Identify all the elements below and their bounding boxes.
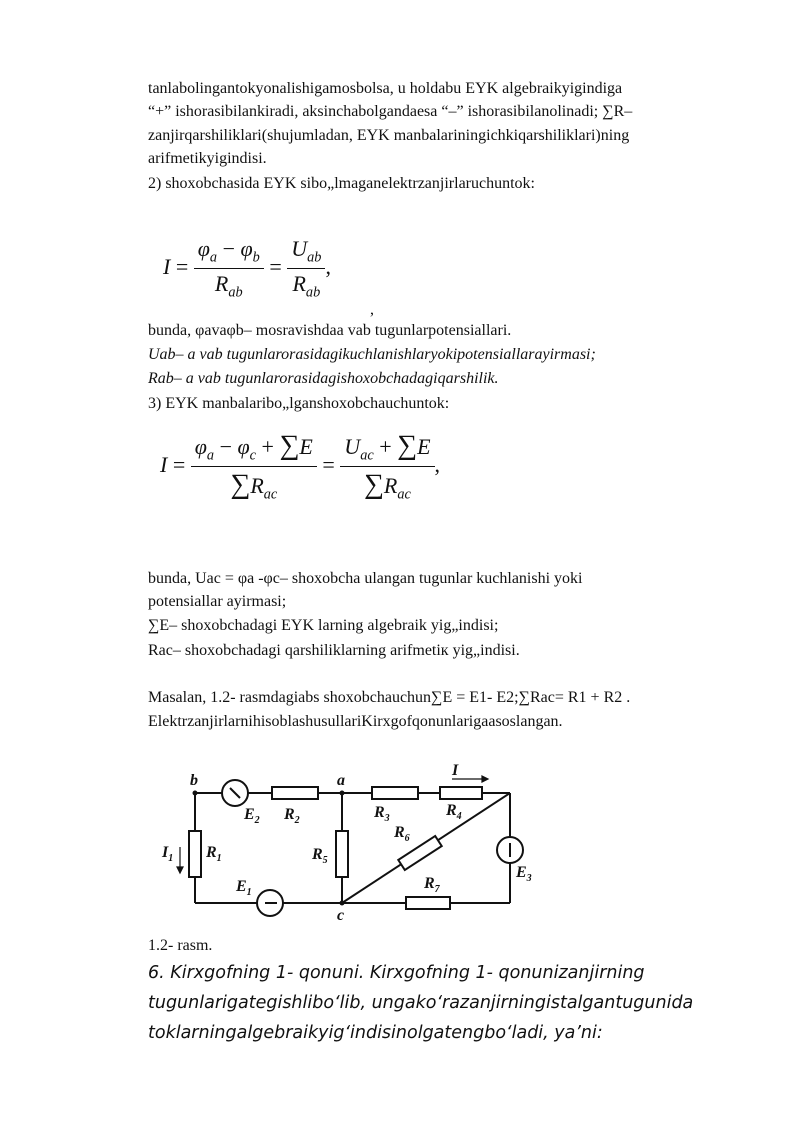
explanation-line: Rac– shoxobchadagi qarshiliklarning arifmetiк yig„indisi. [148,642,520,659]
r7-label: $R_7$ [424,875,440,895]
example-line: Masalan, 1.2- rasmdagiabs shoxobchauchun∑E = E1- E2;∑Rac= R1 + R2 . [148,689,631,706]
explanation-line: bunda, φavaφb– mosravishdaa vab tugunlarpotensiallari. [148,322,512,339]
item-2-title: 2) shoxobchasida EYK sibo„lmaganelektrzanjirlaruchuntok: [148,175,535,192]
figure-caption: 1.2- rasm. [148,937,213,954]
section-6-line: tugunlarigategishlibo‘lib, ungako‘razanjirningistalgantugunida [148,993,694,1013]
node-c-dot [340,901,345,906]
e2-label: $E_2$ [244,806,260,826]
section-6-line: 6. Kirxgofning 1- qonuni. Kirxgofning 1- qonunizanjirning [148,963,645,983]
resistor-r2 [272,787,318,799]
current-i-label: I [452,762,459,779]
explanation-line: potensiallar ayirmasi; [148,593,287,610]
r4-label: $R_4$ [446,802,462,822]
node-a-dot [340,791,345,796]
explanation-line: Rab– a vab tugunlarorasidagishoxobchadagiqarshilik. [148,370,499,387]
resistor-r3 [372,787,418,799]
resistor-r4 [440,787,482,799]
paragraph-line: zanjirqarshiliklari(shujumladan, EYK manbalariningichkiqarshiliklari)ning [148,127,630,144]
resistor-r5 [336,831,348,877]
resistor-r7 [406,897,450,909]
r6-label: $R_6$ [394,824,410,844]
stray-comma: , [370,301,374,318]
section-6-line: toklarningalgebraikyig‘indisinolgatengbo‘ladi, ya’ni: [148,1023,603,1043]
explanation-line: Uab– a vab tugunlarorasidagikuchlanishlaryokipotensiallarayirmasi; [148,346,596,363]
r2-label: $R_2$ [284,806,300,826]
explanation-line: ∑E– shoxobchadagi EYK larning algebraik yig„indisi; [148,617,499,634]
formula-current-active: I = $\frac{\varphi_a - \varphi_c + \sum E}{\sum R_{ac}}$ = $\frac{U_{ac} + \sum E}{\sum R_{ac}}$ , [160,430,441,503]
e3-label: $E_3$ [516,864,532,884]
current-i1-label: $I_1$ [162,844,174,864]
circuit-diagram [150,755,550,930]
formula-current-passive: I = $\frac{\varphi_a - \varphi_b}{R_{ab}}$ = $\frac{U_{ab}}{R_{ab}}$ , [163,236,331,301]
resistor-r1 [189,831,201,877]
paragraph-line: arifmetikyigindisi. [148,150,267,167]
r5-label: $R_5$ [312,846,328,866]
r1-label: $R_1$ [206,844,222,864]
explanation-line: bunda, Uac = φa -φc– shoxobcha ulangan tugunlar kuchlanishi yoki [148,570,583,587]
paragraph-line: “+” ishorasibilankiradi, aksinchabolgandaesa “–” ishorasibilanolinadi; ∑R– [148,103,633,120]
node-b-label: b [190,772,198,789]
node-b-dot [193,791,198,796]
node-c-label: c [337,907,345,924]
item-3-title: 3) EYK manbalaribo„lganshoxobchauchuntok: [148,395,450,412]
example-line: ElektrzanjirlarnihisoblashusullariKirxgofqonunlarigaasoslangan. [148,713,563,730]
paragraph-line: tanlabolingantokyonalishigamosbolsa, u holdabu EYK algebraikyigindiga [148,80,623,97]
r3-label: $R_3$ [374,804,390,824]
e1-label: $E_1$ [236,878,252,898]
node-a-label: a [337,772,345,789]
